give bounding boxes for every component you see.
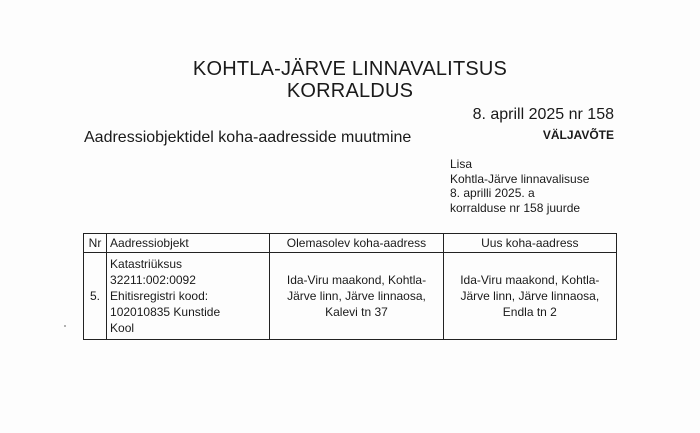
table-header-row — [84, 234, 617, 253]
object-line: Ehitisregistri kood: — [110, 289, 209, 303]
authority-title: KOHTLA-JÄRVE LINNAVALITSUS — [192, 58, 508, 80]
object-line: Katastriüksus — [110, 257, 183, 271]
row-current-address — [270, 253, 443, 340]
object-line: Kool — [110, 321, 135, 335]
current-address-line: Ida-Viru maakond, Kohtla- — [286, 273, 427, 287]
header-new-address: Uus koha-aadress — [443, 234, 616, 253]
row-nr: 5. — [84, 253, 107, 340]
object-line: 32211:002:0092 — [110, 273, 196, 287]
current-address-line: Kalevi tn 37 — [325, 305, 388, 319]
object-line: 102010835 Kunstide — [110, 305, 221, 319]
row-new-address — [443, 253, 616, 340]
header-nr: Nr — [84, 234, 107, 253]
table-row — [84, 253, 617, 340]
annex-line: korralduse nr 158 juurde — [450, 200, 581, 215]
new-address-line: Järve linn, Järve linnaosa, — [460, 289, 600, 303]
header-current-address: Olemasolev koha-aadress — [270, 234, 443, 253]
header-object: Aadressiobjekt — [107, 234, 270, 253]
annex-reference — [450, 157, 589, 215]
new-address-line: Ida-Viru maakond, Kohtla- — [460, 273, 600, 287]
document-subject: Aadressiobjektidel koha-aadresside muutmine — [84, 129, 412, 146]
annex-line: Kohtla-Järve linnavalisuse — [450, 171, 590, 186]
scan-speck — [64, 325, 66, 327]
document-type-title: KORRALDUS — [286, 80, 414, 102]
row-object — [107, 253, 270, 340]
annex-line: Lisa — [450, 157, 473, 171]
date-and-number: 8. aprill 2025 nr 158 — [472, 106, 614, 123]
address-table — [83, 233, 617, 340]
annex-line: 8. aprilli 2025. a — [450, 186, 535, 200]
extract-label: VÄLJAVÕTE — [542, 128, 614, 142]
current-address-line: Järve linn, Järve linnaosa, — [287, 289, 426, 303]
new-address-line: Endla tn 2 — [502, 305, 557, 319]
